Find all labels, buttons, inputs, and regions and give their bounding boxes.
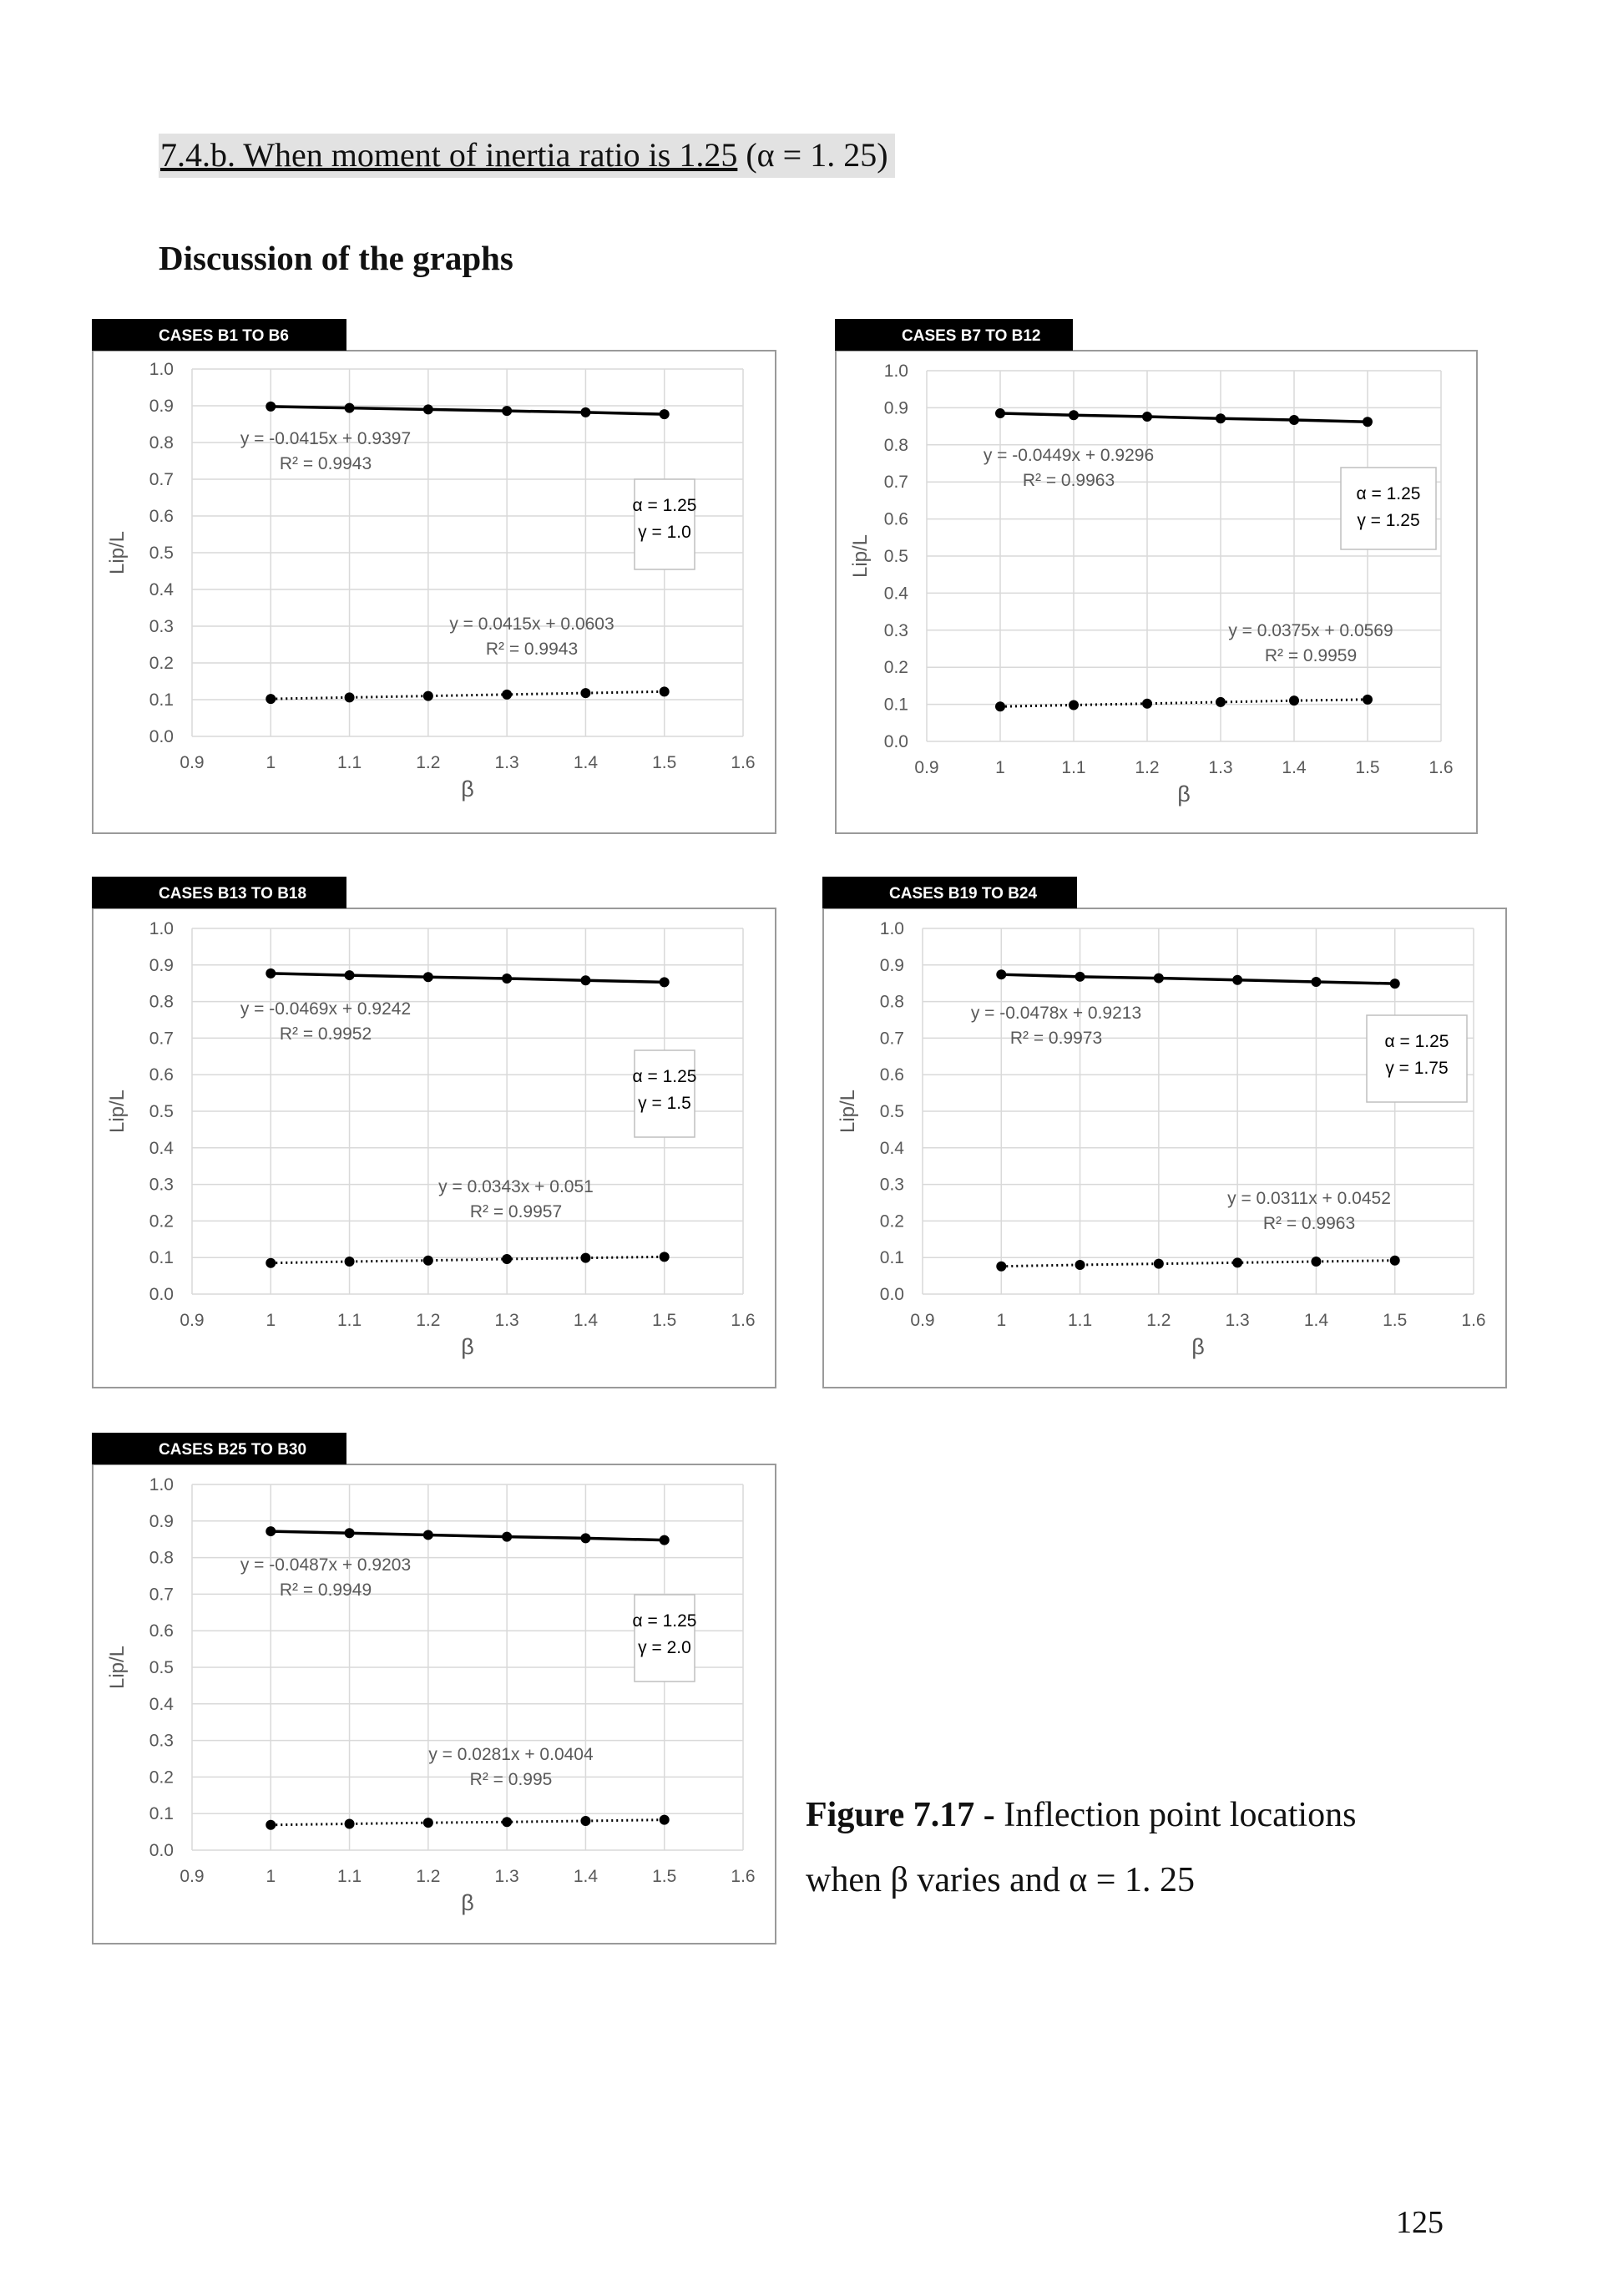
x-tick-label: 1.1: [336, 753, 362, 772]
x-tick-label: 1.6: [1461, 1311, 1486, 1330]
trendline-equation: R² = 0.9963: [1262, 1214, 1356, 1233]
data-point: [660, 1815, 670, 1825]
trendline-equation: R² = 0.9949: [279, 1580, 372, 1600]
data-point: [580, 688, 590, 698]
y-tick-label: 0.1: [879, 1248, 904, 1268]
data-point: [265, 1820, 276, 1830]
x-tick-label: 1: [265, 1867, 276, 1886]
data-point: [660, 1252, 670, 1262]
legend-entry: γ = 1.0: [638, 523, 691, 542]
data-point: [580, 1253, 590, 1263]
x-tick-label: 1.6: [731, 1311, 756, 1330]
y-tick-label: 0.4: [149, 1694, 174, 1714]
y-tick-label: 0.5: [149, 544, 174, 563]
y-tick-label: 1.0: [883, 362, 908, 381]
y-tick-label: 0.9: [149, 397, 174, 416]
data-point: [265, 402, 276, 412]
x-axis-label: β: [461, 776, 474, 802]
data-point: [502, 1532, 512, 1542]
trendline-equation: y = 0.0343x + 0.051: [438, 1177, 594, 1196]
y-tick-label: 0.6: [149, 1065, 174, 1085]
chart-title: CASES B7 TO B12: [902, 327, 1041, 345]
x-tick-label: 0.9: [910, 1311, 935, 1330]
y-tick-label: 0.5: [149, 1102, 174, 1121]
y-tick-label: 0.7: [879, 1029, 904, 1049]
x-tick-label: 1.2: [416, 1867, 441, 1886]
x-tick-label: 1.4: [1303, 1311, 1329, 1330]
x-tick-label: 1.2: [416, 753, 441, 772]
data-point: [345, 1257, 355, 1267]
y-tick-label: 0.0: [149, 1285, 174, 1304]
x-tick-label: 1.2: [416, 1311, 441, 1330]
chart-title: CASES B1 TO B6: [159, 327, 289, 345]
x-tick-label: 1.6: [731, 753, 756, 772]
y-tick-label: 0.4: [883, 584, 908, 604]
y-tick-label: 1.0: [149, 360, 174, 379]
x-tick-label: 1.1: [336, 1311, 362, 1330]
section-heading-formula: (α = 1. 25): [746, 136, 888, 174]
y-tick-label: 0.3: [149, 617, 174, 636]
y-tick-label: 0.8: [883, 435, 908, 455]
y-tick-label: 0.7: [149, 470, 174, 489]
caption-line-1: [806, 1783, 1557, 1848]
legend-entry: γ = 2.0: [638, 1638, 691, 1657]
x-tick-label: 1: [995, 758, 1005, 777]
data-point: [423, 1530, 433, 1540]
data-point: [995, 408, 1005, 418]
data-point: [502, 690, 512, 700]
data-point: [1069, 410, 1079, 420]
y-tick-label: 0.9: [879, 955, 904, 975]
x-tick-label: 1.5: [652, 1311, 677, 1330]
y-tick-label: 0.5: [879, 1102, 904, 1121]
data-point: [580, 1816, 590, 1826]
x-tick-label: 1.3: [1225, 1311, 1250, 1330]
chart-panel-b13-b18: [92, 877, 776, 1389]
y-tick-label: 0.0: [883, 732, 908, 751]
y-tick-label: 0.9: [149, 1511, 174, 1531]
data-point: [265, 694, 276, 704]
data-point: [345, 692, 355, 702]
y-tick-label: 0.1: [149, 1248, 174, 1268]
y-tick-label: 1.0: [149, 919, 174, 938]
chart-panel-b7-b12: [835, 319, 1478, 835]
legend-entry: α = 1.25: [1356, 484, 1421, 503]
trendline-equation: R² = 0.9952: [279, 1024, 372, 1044]
x-tick-label: 1: [265, 1311, 276, 1330]
data-point: [265, 1526, 276, 1536]
x-tick-label: 1.5: [652, 1867, 677, 1886]
trendline-equation: y = -0.0469x + 0.9242: [240, 999, 412, 1019]
x-tick-label: 1.1: [1061, 758, 1086, 777]
y-tick-label: 1.0: [149, 1475, 174, 1494]
trendline-equation: R² = 0.9963: [1022, 471, 1115, 490]
data-point: [1142, 412, 1152, 422]
legend-box: [1341, 468, 1436, 549]
data-point: [423, 691, 433, 701]
x-axis-label: β: [1177, 781, 1191, 807]
chart-group: [835, 319, 1477, 833]
legend-entry: γ = 1.25: [1357, 511, 1420, 530]
y-tick-label: 0.8: [879, 992, 904, 1012]
data-point: [580, 1533, 590, 1543]
y-tick-label: 0.4: [149, 580, 174, 599]
x-tick-label: 1.2: [1146, 1311, 1171, 1330]
data-point: [1311, 1257, 1321, 1267]
y-tick-label: 0.1: [883, 695, 908, 715]
legend-entry: α = 1.25: [632, 1067, 697, 1086]
data-point: [423, 972, 433, 982]
data-point: [660, 977, 670, 987]
data-point: [1075, 972, 1085, 982]
y-tick-label: 0.4: [149, 1138, 174, 1158]
data-point: [1289, 695, 1299, 705]
trendline-equation: R² = 0.9959: [1264, 646, 1358, 665]
chart-group: [822, 877, 1506, 1388]
trendline-equation: y = -0.0415x + 0.9397: [240, 429, 412, 448]
data-point: [502, 1254, 512, 1264]
y-tick-label: 0.3: [883, 620, 908, 640]
data-point: [996, 1262, 1006, 1272]
y-tick-label: 0.9: [883, 398, 908, 418]
x-tick-label: 0.9: [914, 758, 939, 777]
x-tick-label: 1: [265, 753, 276, 772]
chart-svg: [92, 319, 776, 835]
data-point: [345, 1528, 355, 1538]
y-tick-label: 0.2: [149, 1768, 174, 1788]
y-axis-label: Lip/L: [837, 1089, 859, 1134]
y-tick-label: 0.3: [879, 1175, 904, 1195]
data-point: [502, 406, 512, 416]
caption-label: Figure 7.17 -: [806, 1796, 995, 1834]
data-point: [1069, 700, 1079, 710]
x-tick-label: 1.4: [573, 1311, 599, 1330]
trendline-equation: y = -0.0478x + 0.9213: [970, 1004, 1142, 1023]
y-axis-label: Lip/L: [106, 1089, 129, 1134]
x-tick-label: 1.1: [1067, 1311, 1093, 1330]
x-axis-label: β: [461, 1890, 474, 1915]
data-point: [1232, 1257, 1242, 1267]
data-point: [1311, 977, 1321, 987]
data-point: [1142, 699, 1152, 709]
y-tick-label: 0.5: [149, 1658, 174, 1677]
y-axis-label: Lip/L: [106, 530, 129, 575]
x-tick-label: 1: [996, 1311, 1007, 1330]
legend-entry: α = 1.25: [632, 1611, 697, 1631]
x-tick-label: 1.3: [494, 753, 519, 772]
chart-svg: [92, 1433, 776, 1945]
x-tick-label: 1.1: [336, 1867, 362, 1886]
trendline-equation: y = -0.0449x + 0.9296: [983, 446, 1155, 465]
legend-entry: α = 1.25: [632, 496, 697, 515]
y-tick-label: 0.0: [149, 727, 174, 746]
data-point: [423, 1818, 433, 1828]
trendline-equation: R² = 0.9943: [279, 454, 372, 473]
y-tick-label: 0.0: [149, 1841, 174, 1860]
y-tick-label: 0.1: [149, 1804, 174, 1824]
y-tick-label: 0.6: [149, 507, 174, 526]
figure-caption: [806, 1783, 1557, 1913]
y-tick-label: 0.6: [879, 1065, 904, 1085]
data-point: [1232, 975, 1242, 985]
x-tick-label: 1.4: [1282, 758, 1307, 777]
data-point: [1363, 417, 1373, 427]
y-tick-label: 0.8: [149, 433, 174, 453]
x-tick-label: 1.4: [573, 753, 599, 772]
chart-panel-b1-b6: [92, 319, 776, 835]
legend-entry: γ = 1.75: [1385, 1059, 1449, 1078]
data-point: [502, 974, 512, 984]
legend-entry: α = 1.25: [1384, 1032, 1449, 1051]
chart-title: CASES B13 TO B18: [159, 885, 307, 903]
legend-entry: γ = 1.5: [638, 1094, 691, 1113]
data-point: [502, 1817, 512, 1827]
data-point: [996, 969, 1006, 979]
trendline-equation: y = 0.0375x + 0.0569: [1228, 621, 1393, 640]
trendline-equation: R² = 0.9973: [1009, 1029, 1103, 1048]
y-axis-label: Lip/L: [106, 1645, 129, 1690]
x-tick-label: 1.5: [1355, 758, 1380, 777]
y-tick-label: 0.7: [149, 1585, 174, 1605]
y-tick-label: 0.2: [879, 1211, 904, 1231]
y-axis-label: Lip/L: [849, 534, 872, 579]
data-point: [265, 1258, 276, 1268]
y-tick-label: 0.7: [149, 1029, 174, 1049]
data-point: [580, 407, 590, 417]
trendline-equation: R² = 0.9957: [469, 1202, 563, 1221]
chart-panel-b25-b30: [92, 1433, 776, 1945]
chart-svg: [835, 319, 1478, 835]
data-point: [1216, 697, 1226, 707]
x-axis-label: β: [1191, 1334, 1205, 1359]
data-point: [423, 1256, 433, 1266]
y-tick-label: 0.2: [149, 654, 174, 673]
trendline-equation: y = 0.0311x + 0.0452: [1227, 1189, 1391, 1208]
y-tick-label: 0.7: [883, 473, 908, 493]
x-tick-label: 1.3: [1208, 758, 1233, 777]
y-tick-label: 0.6: [149, 1621, 174, 1641]
section-heading-text: 7.4.b. When moment of inertia ratio is 1.25: [160, 136, 738, 174]
data-point: [660, 1535, 670, 1545]
chart-title: CASES B19 TO B24: [889, 885, 1038, 903]
trendline-equation: y = 0.0281x + 0.0404: [428, 1745, 594, 1764]
chart-title: CASES B25 TO B30: [159, 1441, 307, 1459]
x-tick-label: 0.9: [180, 753, 205, 772]
y-tick-label: 0.8: [149, 1548, 174, 1568]
y-tick-label: 0.2: [149, 1211, 174, 1231]
data-point: [265, 968, 276, 979]
chart-panel-b19-b24: [822, 877, 1507, 1389]
page-number: 125: [1396, 2205, 1444, 2240]
y-tick-label: 1.0: [879, 919, 904, 938]
x-axis-label: β: [461, 1334, 474, 1359]
data-point: [580, 975, 590, 985]
y-tick-label: 0.8: [149, 992, 174, 1012]
data-point: [345, 970, 355, 980]
caption-text: Inflection point locations: [1004, 1796, 1357, 1834]
data-point: [1216, 413, 1226, 423]
data-point: [1289, 415, 1299, 425]
x-tick-label: 0.9: [180, 1311, 205, 1330]
data-point: [345, 403, 355, 413]
chart-group: [92, 319, 776, 833]
x-tick-label: 1.5: [652, 753, 677, 772]
chart-group: [92, 1433, 776, 1944]
y-tick-label: 0.6: [883, 509, 908, 529]
chart-group: [92, 877, 776, 1388]
data-point: [995, 701, 1005, 711]
caption-line-2: when β varies and α = 1. 25: [806, 1861, 1195, 1899]
y-tick-label: 0.4: [879, 1138, 904, 1158]
y-tick-label: 0.0: [879, 1285, 904, 1304]
x-tick-label: 1.3: [494, 1311, 519, 1330]
trendline-equation: y = -0.0487x + 0.9203: [240, 1555, 412, 1575]
x-tick-label: 1.2: [1135, 758, 1160, 777]
data-point: [1363, 695, 1373, 705]
data-point: [345, 1818, 355, 1828]
x-tick-label: 1.6: [1429, 758, 1454, 777]
trendline-equation: R² = 0.995: [469, 1770, 553, 1789]
y-tick-label: 0.5: [883, 547, 908, 566]
y-tick-label: 0.3: [149, 1175, 174, 1195]
chart-svg: [822, 877, 1507, 1389]
sub-heading: Discussion of the graphs: [159, 239, 513, 277]
y-tick-label: 0.9: [149, 955, 174, 975]
data-point: [660, 409, 670, 419]
x-tick-label: 1.5: [1383, 1311, 1408, 1330]
y-tick-label: 0.2: [883, 658, 908, 678]
data-point: [1154, 974, 1164, 984]
data-point: [1154, 1259, 1164, 1269]
y-tick-label: 0.3: [149, 1731, 174, 1751]
data-point: [423, 404, 433, 414]
section-heading: [159, 134, 895, 178]
y-tick-label: 0.1: [149, 690, 174, 710]
x-tick-label: 1.3: [494, 1867, 519, 1886]
chart-svg: [92, 877, 776, 1389]
x-tick-label: 1.4: [573, 1867, 599, 1886]
data-point: [660, 686, 670, 696]
data-point: [1390, 979, 1400, 989]
trendline-equation: y = 0.0415x + 0.0603: [449, 614, 614, 634]
data-point: [1390, 1256, 1400, 1266]
x-tick-label: 1.6: [731, 1867, 756, 1886]
x-tick-label: 0.9: [180, 1867, 205, 1886]
data-point: [1075, 1260, 1085, 1270]
trendline-equation: R² = 0.9943: [485, 640, 579, 659]
